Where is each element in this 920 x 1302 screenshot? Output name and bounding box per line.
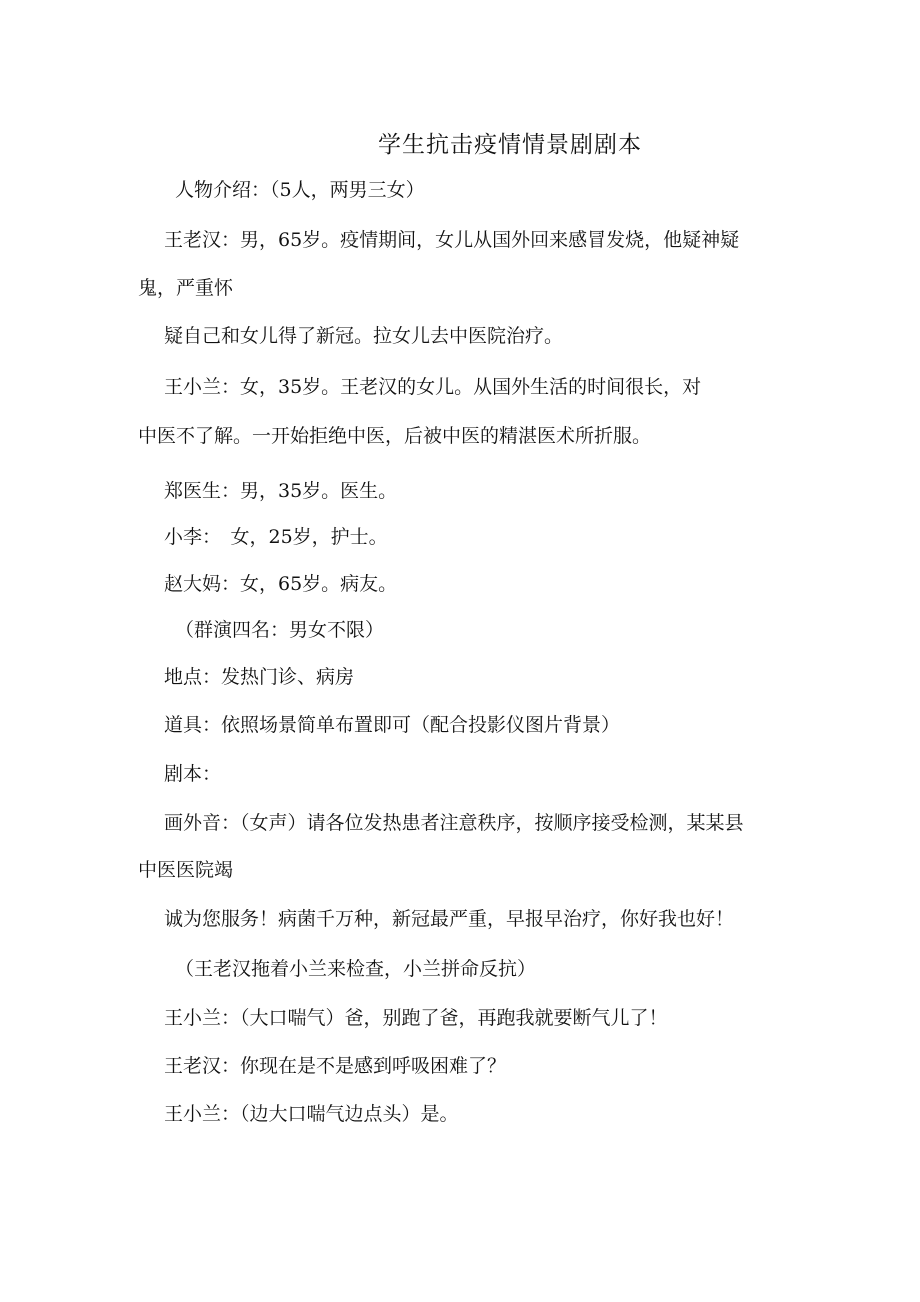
text-line: 道具：依照场景简单布置即可（配合投影仪图片背景）: [164, 714, 621, 736]
text-line: 鬼，严重怀: [138, 277, 234, 299]
text-line: 地点：发热门诊、病房: [164, 666, 355, 688]
text-line: 疑自己和女儿得了新冠。拉女儿去中医院治疗。: [164, 325, 564, 347]
text-line: 赵大妈：女，65岁。病友。: [164, 573, 398, 595]
text-line: 人物介绍：（5人，两男三女）: [175, 179, 425, 201]
text-line: 小李： 女，25岁，护士。: [164, 526, 388, 548]
text-line: （王老汉拖着小兰来检查，小兰拼命反抗）: [175, 958, 537, 980]
text-line: （群演四名：男女不限）: [175, 619, 385, 641]
text-line: 王老汉：你现在是不是感到呼吸困难了？: [164, 1055, 507, 1077]
text-line: 画外音：（女声）请各位发热患者注意秩序，按顺序接受检测，某某县: [164, 812, 744, 834]
text-line: 中医不了解。一开始拒绝中医，后被中医的精湛医术所折服。: [138, 425, 652, 447]
text-line: 诚为您服务！病菌千万种，新冠最严重，早报早治疗，你好我也好！: [164, 908, 735, 930]
text-line: 王小兰：（大口喘气）爸，别跑了爸，再跑我就要断气儿了！: [164, 1007, 668, 1029]
text-line: 郑医生：男，35岁。医生。: [164, 480, 398, 502]
text-line: 王小兰：女，35岁。王老汉的女儿。从国外生活的时间很长，对: [164, 376, 702, 398]
text-line: 中医医院竭: [138, 859, 234, 881]
text-line: 剧本：: [164, 763, 222, 785]
text-line: 王小兰：（边大口喘气边点头）是。: [164, 1103, 459, 1125]
text-line: 王老汉：男，65岁。疫情期间，女儿从国外回来感冒发烧，他疑神疑: [164, 229, 740, 251]
document-title: 学生抗击疫情情景剧剧本: [378, 132, 642, 158]
